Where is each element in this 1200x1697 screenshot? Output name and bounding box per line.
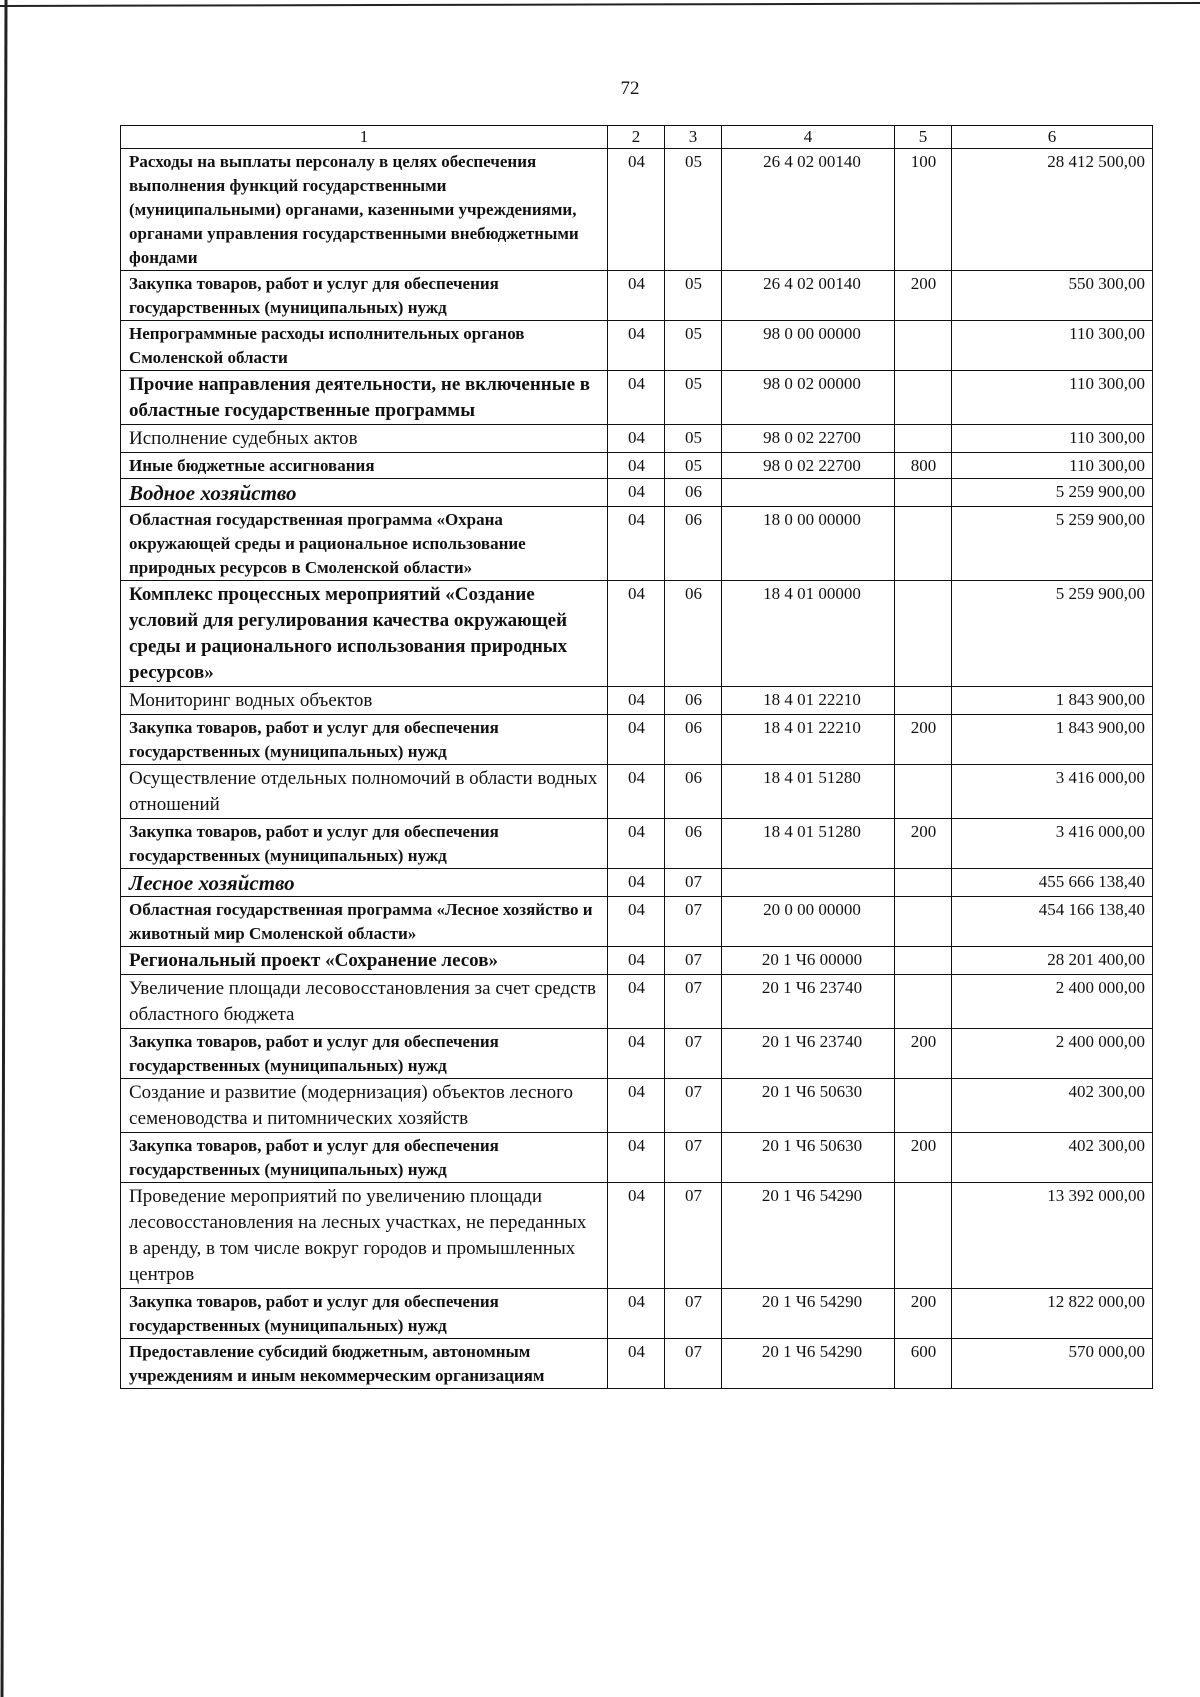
row-name: Областная государственная программа «Охрана окружающей среды и рациональное использование природных ресурсов в Смоленской области» — [121, 507, 608, 581]
row-subsection-code: 05 — [665, 271, 722, 321]
row-section-code: 04 — [608, 947, 665, 975]
row-amount: 5 259 900,00 — [952, 479, 1153, 507]
row-expense-type — [895, 765, 952, 819]
row-target-article: 18 4 01 22210 — [722, 687, 895, 715]
row-expense-type — [895, 321, 952, 371]
table-row — [121, 869, 1153, 897]
header-col-2: 2 — [608, 126, 665, 149]
budget-table — [120, 125, 1153, 1389]
row-section-code: 04 — [608, 765, 665, 819]
row-section-code: 04 — [608, 479, 665, 507]
row-expense-type: 600 — [895, 1339, 952, 1389]
row-target-article: 26 4 02 00140 — [722, 271, 895, 321]
table-row — [121, 149, 1153, 271]
row-subsection-code: 07 — [665, 1133, 722, 1183]
row-section-code: 04 — [608, 715, 665, 765]
row-section-code: 04 — [608, 271, 665, 321]
row-target-article: 20 1 Ч6 00000 — [722, 947, 895, 975]
table-row — [121, 479, 1153, 507]
row-subsection-code: 07 — [665, 1079, 722, 1133]
row-name: Областная государственная программа «Лесное хозяйство и животный мир Смоленской области» — [121, 897, 608, 947]
row-subsection-code: 06 — [665, 819, 722, 869]
row-amount: 13 392 000,00 — [952, 1183, 1153, 1289]
row-amount: 110 300,00 — [952, 453, 1153, 479]
row-section-code: 04 — [608, 1029, 665, 1079]
row-name: Иные бюджетные ассигнования — [121, 453, 608, 479]
row-target-article: 26 4 02 00140 — [722, 149, 895, 271]
row-target-article: 98 0 02 00000 — [722, 371, 895, 425]
row-name: Мониторинг водных объектов — [121, 687, 608, 715]
row-section-code: 04 — [608, 1339, 665, 1389]
row-name: Закупка товаров, работ и услуг для обеспечения государственных (муниципальных) нужд — [121, 1133, 608, 1183]
row-subsection-code: 05 — [665, 149, 722, 271]
row-section-code: 04 — [608, 1133, 665, 1183]
table-row — [121, 453, 1153, 479]
row-amount: 12 822 000,00 — [952, 1289, 1153, 1339]
table-row — [121, 1183, 1153, 1289]
row-amount: 5 259 900,00 — [952, 507, 1153, 581]
row-expense-type — [895, 507, 952, 581]
row-expense-type — [895, 1079, 952, 1133]
row-name: Водное хозяйство — [121, 479, 608, 507]
row-section-code: 04 — [608, 975, 665, 1029]
table-row — [121, 1029, 1153, 1079]
row-target-article — [722, 869, 895, 897]
row-target-article: 20 1 Ч6 23740 — [722, 1029, 895, 1079]
row-expense-type: 200 — [895, 1133, 952, 1183]
row-subsection-code: 07 — [665, 1289, 722, 1339]
table-row — [121, 507, 1153, 581]
row-subsection-code: 07 — [665, 1029, 722, 1079]
table-body — [121, 149, 1153, 1389]
row-target-article: 18 4 01 22210 — [722, 715, 895, 765]
row-section-code: 04 — [608, 1289, 665, 1339]
row-target-article: 20 1 Ч6 23740 — [722, 975, 895, 1029]
table-row — [121, 1289, 1153, 1339]
table-row — [121, 819, 1153, 869]
row-target-article: 20 1 Ч6 54290 — [722, 1183, 895, 1289]
row-subsection-code: 07 — [665, 1183, 722, 1289]
row-amount: 28 201 400,00 — [952, 947, 1153, 975]
row-name: Закупка товаров, работ и услуг для обеспечения государственных (муниципальных) нужд — [121, 715, 608, 765]
row-target-article: 20 1 Ч6 50630 — [722, 1133, 895, 1183]
table-row — [121, 897, 1153, 947]
row-subsection-code: 06 — [665, 479, 722, 507]
row-name: Увеличение площади лесовосстановления за счет средств областного бюджета — [121, 975, 608, 1029]
row-amount: 3 416 000,00 — [952, 765, 1153, 819]
row-amount: 2 400 000,00 — [952, 975, 1153, 1029]
row-subsection-code: 06 — [665, 687, 722, 715]
row-subsection-code: 07 — [665, 1339, 722, 1389]
table-row — [121, 1079, 1153, 1133]
row-section-code: 04 — [608, 581, 665, 687]
row-target-article: 18 0 00 00000 — [722, 507, 895, 581]
row-expense-type — [895, 897, 952, 947]
row-subsection-code: 07 — [665, 975, 722, 1029]
row-target-article: 98 0 02 22700 — [722, 453, 895, 479]
row-expense-type — [895, 479, 952, 507]
row-amount: 1 843 900,00 — [952, 687, 1153, 715]
row-name: Закупка товаров, работ и услуг для обеспечения государственных (муниципальных) нужд — [121, 819, 608, 869]
row-name: Осуществление отдельных полномочий в области водных отношений — [121, 765, 608, 819]
table-row — [121, 271, 1153, 321]
row-amount: 3 416 000,00 — [952, 819, 1153, 869]
row-expense-type: 200 — [895, 715, 952, 765]
row-section-code: 04 — [608, 897, 665, 947]
table-row — [121, 371, 1153, 425]
row-amount: 5 259 900,00 — [952, 581, 1153, 687]
row-subsection-code: 07 — [665, 947, 722, 975]
row-name: Предоставление субсидий бюджетным, автономным учреждениям и иным некоммерческим организациям — [121, 1339, 608, 1389]
row-amount: 454 166 138,40 — [952, 897, 1153, 947]
row-target-article: 18 4 01 51280 — [722, 819, 895, 869]
row-subsection-code: 06 — [665, 507, 722, 581]
row-target-article: 98 0 00 00000 — [722, 321, 895, 371]
row-expense-type — [895, 947, 952, 975]
table-row — [121, 1339, 1153, 1389]
row-name: Создание и развитие (модернизация) объектов лесного семеноводства и питомнических хозяйств — [121, 1079, 608, 1133]
table-row — [121, 765, 1153, 819]
header-col-6: 6 — [952, 126, 1153, 149]
page-number: 72 — [620, 78, 640, 99]
header-col-5: 5 — [895, 126, 952, 149]
row-subsection-code: 05 — [665, 425, 722, 453]
row-expense-type — [895, 581, 952, 687]
row-subsection-code: 06 — [665, 715, 722, 765]
table-row — [121, 975, 1153, 1029]
row-target-article: 98 0 02 22700 — [722, 425, 895, 453]
row-expense-type — [895, 687, 952, 715]
row-target-article: 20 1 Ч6 50630 — [722, 1079, 895, 1133]
row-subsection-code: 05 — [665, 453, 722, 479]
table-row — [121, 581, 1153, 687]
header-col-1: 1 — [121, 126, 608, 149]
row-name: Лесное хозяйство — [121, 869, 608, 897]
row-expense-type: 200 — [895, 819, 952, 869]
row-target-article: 20 0 00 00000 — [722, 897, 895, 947]
header-col-3: 3 — [665, 126, 722, 149]
row-subsection-code: 05 — [665, 321, 722, 371]
row-subsection-code: 06 — [665, 765, 722, 819]
row-amount: 110 300,00 — [952, 321, 1153, 371]
row-amount: 570 000,00 — [952, 1339, 1153, 1389]
row-name: Комплекс процессных мероприятий «Создание условий для регулирования качества окружающей среды и рационального использования природных ресурсов» — [121, 581, 608, 687]
row-subsection-code: 07 — [665, 897, 722, 947]
table-row — [121, 947, 1153, 975]
table-row — [121, 425, 1153, 453]
row-subsection-code: 05 — [665, 371, 722, 425]
row-expense-type: 200 — [895, 1289, 952, 1339]
table-header-row — [121, 126, 1153, 149]
row-amount: 550 300,00 — [952, 271, 1153, 321]
row-expense-type — [895, 975, 952, 1029]
row-section-code: 04 — [608, 869, 665, 897]
row-target-article: 18 4 01 00000 — [722, 581, 895, 687]
row-section-code: 04 — [608, 687, 665, 715]
row-expense-type — [895, 371, 952, 425]
row-name: Региональный проект «Сохранение лесов» — [121, 947, 608, 975]
row-section-code: 04 — [608, 453, 665, 479]
row-amount: 1 843 900,00 — [952, 715, 1153, 765]
row-expense-type — [895, 869, 952, 897]
row-amount: 402 300,00 — [952, 1133, 1153, 1183]
row-amount: 2 400 000,00 — [952, 1029, 1153, 1079]
row-amount: 110 300,00 — [952, 371, 1153, 425]
row-section-code: 04 — [608, 507, 665, 581]
table-row — [121, 1133, 1153, 1183]
row-target-article — [722, 479, 895, 507]
row-expense-type: 200 — [895, 1029, 952, 1079]
row-amount: 402 300,00 — [952, 1079, 1153, 1133]
row-name: Закупка товаров, работ и услуг для обеспечения государственных (муниципальных) нужд — [121, 271, 608, 321]
row-section-code: 04 — [608, 371, 665, 425]
row-name: Исполнение судебных актов — [121, 425, 608, 453]
row-amount: 110 300,00 — [952, 425, 1153, 453]
row-target-article: 18 4 01 51280 — [722, 765, 895, 819]
row-expense-type: 100 — [895, 149, 952, 271]
row-name: Непрограммные расходы исполнительных органов Смоленской области — [121, 321, 608, 371]
row-section-code: 04 — [608, 149, 665, 271]
row-section-code: 04 — [608, 1079, 665, 1133]
row-expense-type: 800 — [895, 453, 952, 479]
row-expense-type: 200 — [895, 271, 952, 321]
row-name: Прочие направления деятельности, не включенные в областные государственные программы — [121, 371, 608, 425]
row-name: Закупка товаров, работ и услуг для обеспечения государственных (муниципальных) нужд — [121, 1289, 608, 1339]
row-amount: 28 412 500,00 — [952, 149, 1153, 271]
row-expense-type — [895, 425, 952, 453]
row-expense-type — [895, 1183, 952, 1289]
row-section-code: 04 — [608, 321, 665, 371]
row-target-article: 20 1 Ч6 54290 — [722, 1339, 895, 1389]
row-name: Расходы на выплаты персоналу в целях обеспечения выполнения функций государственными (муниципальными) органами, казенными учреждениями, органами управления государственными внебюджетными фондами — [121, 149, 608, 271]
header-col-4: 4 — [722, 126, 895, 149]
row-section-code: 04 — [608, 819, 665, 869]
row-section-code: 04 — [608, 425, 665, 453]
row-amount: 455 666 138,40 — [952, 869, 1153, 897]
row-subsection-code: 06 — [665, 581, 722, 687]
row-section-code: 04 — [608, 1183, 665, 1289]
row-target-article: 20 1 Ч6 54290 — [722, 1289, 895, 1339]
table-row — [121, 687, 1153, 715]
table-row — [121, 321, 1153, 371]
row-subsection-code: 07 — [665, 869, 722, 897]
row-name: Проведение мероприятий по увеличению площади лесовосстановления на лесных участках, не переданных в аренду, в том числе вокруг городов и промышленных центров — [121, 1183, 608, 1289]
row-name: Закупка товаров, работ и услуг для обеспечения государственных (муниципальных) нужд — [121, 1029, 608, 1079]
table-row — [121, 715, 1153, 765]
